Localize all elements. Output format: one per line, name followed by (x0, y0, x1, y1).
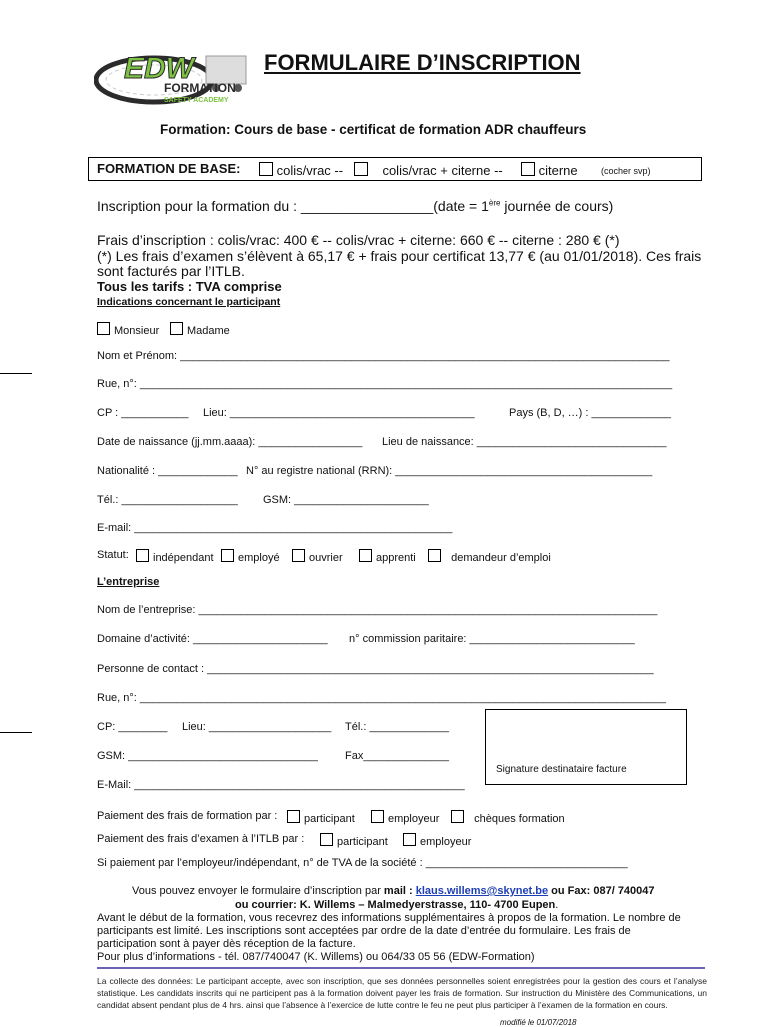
nationalite-field[interactable]: Nationalité : _____________ (97, 465, 238, 477)
lieu-naissance-field[interactable]: Lieu de naissance: _______________________________ (382, 436, 667, 448)
pays-field[interactable]: Pays (B, D, …) : _____________ (509, 407, 672, 419)
checkbox[interactable] (320, 833, 333, 846)
footer-divider (97, 967, 705, 969)
nom-prenom-field[interactable]: Nom et Prénom: ________________________________________________________________________________ (97, 350, 670, 362)
checkbox[interactable] (521, 162, 535, 176)
lieu-field[interactable]: Lieu: ________________________________________ (203, 407, 475, 419)
email-field[interactable]: E-mail: ____________________________________________________ (97, 522, 453, 534)
inscription-date-field[interactable]: Inscription pour la formation du : _________________(date = 1ère journée de cours) (97, 198, 614, 214)
svg-text:SAFETY ACADEMY: SAFETY ACADEMY (164, 97, 229, 104)
entreprise-rue-field[interactable]: Rue, n°: ______________________________________________________________________________________ (97, 692, 667, 704)
cocher-hint: (cocher svp) (601, 166, 651, 176)
rue-field[interactable]: Rue, n°: _______________________________________________________________________________________ (97, 378, 673, 390)
email-link[interactable]: klaus.willems@skynet.be (415, 885, 549, 897)
paiement-cheques-formation[interactable]: chèques formation (451, 810, 565, 825)
entreprise-lieu-field[interactable]: Lieu: ____________________ (182, 721, 332, 733)
entreprise-gsm-field[interactable]: GSM: _______________________________ (97, 750, 318, 762)
courier-address: ou courrier: K. Willems – Malmedyerstrasse, 110- 4700 Eupen. (235, 899, 559, 911)
date-naissance-field[interactable]: Date de naissance (jj.mm.aaaa): _________________ (97, 436, 363, 448)
checkbox[interactable] (259, 162, 273, 176)
commission-paritaire-field[interactable]: n° commission paritaire: ___________________________ (349, 633, 635, 645)
checkbox[interactable] (371, 810, 384, 823)
checkbox[interactable] (354, 162, 368, 176)
formation-base-label: FORMATION DE BASE: (97, 161, 241, 176)
tva-note: Tous les tarifs : TVA comprise (97, 279, 282, 294)
section-participant: Indications concernant le participant (97, 296, 281, 308)
frais-line-1: Frais d’inscription : colis/vrac: 400 € -- colis/vrac + citerne: 660 € -- citerne : 280 € (*) (97, 232, 620, 248)
margin-mark-top (0, 373, 32, 374)
paiement-formation-participant[interactable]: participant (287, 810, 355, 825)
section-entreprise: L’entreprise (97, 576, 160, 588)
checkbox[interactable] (287, 810, 300, 823)
entreprise-cp-field[interactable]: CP: ________ (97, 721, 168, 733)
info-paragraph: Avant le début de la formation, vous recevrez des informations supplémentaires à propos de la formation. Le nombre de participants est limité. Les inscriptions sont acceptées par ordre de la date d’entrée du formulaire. Les frais de participation sont à payer dès réception de la facture. Pour plus d’informations - tél. 087/740047 (K. Willems) ou 064/33 05 56 (EDW-Formation) (97, 912, 681, 963)
statut-ouvrier[interactable]: ouvrier (292, 549, 343, 564)
gsm-field[interactable]: GSM: ______________________ (263, 494, 429, 506)
paiement-examen-participant[interactable]: participant (320, 833, 388, 848)
registre-national-field[interactable]: N° au registre national (RRN): __________________________________________ (246, 465, 653, 477)
paiement-formation-employeur[interactable]: employeur (371, 810, 439, 825)
send-instructions: Vous pouvez envoyer le formulaire d’inscription par mail : klaus.willems@skynet.be ou Fax: 087/ 740047 (132, 885, 655, 897)
paiement-formation-label: Paiement des frais de formation par : (97, 810, 278, 822)
margin-mark-bottom (0, 732, 32, 733)
checkbox[interactable] (170, 322, 183, 335)
svg-text:EDW: EDW (124, 52, 194, 85)
checkbox[interactable] (359, 549, 372, 562)
checkbox[interactable] (451, 810, 464, 823)
statut-employe[interactable]: employé (221, 549, 280, 564)
legal-notice: La collecte des données: Le participant accepte, avec son inscription, que ses données personnelles soient enregistrées pour la gestion des cours et l’analyse statistique. Les candidats inscrits qui ne participent pas à la formation doivent payer les frais de formation. Sur instruction du Ministère des Communications, un candidat absent pendant plus de 4 hrs. ainsi que l’absence à l’exercice de lutte contre le feu ne peut plus participer à l’examen de la formation en cours. (97, 976, 707, 1010)
checkbox[interactable] (136, 549, 149, 562)
form-title: FORMULAIRE D’INSCRIPTION (264, 50, 581, 75)
formation-base-box (88, 157, 702, 181)
option-colis-vrac-citerne[interactable]: colis/vrac + citerne -- (354, 162, 503, 178)
entreprise-fax-field[interactable]: Fax______________ (345, 750, 449, 762)
entreprise-email-field[interactable]: E-Mail: ______________________________________________________ (97, 779, 465, 791)
frais-line-2: (*) Les frais d’examen s’élèvent à 65,17 € + frais pour certificat 13,77 € (au 01/01/2018). Ces frais (97, 248, 702, 264)
cp-field[interactable]: CP : ___________ (97, 407, 189, 419)
domaine-activite-field[interactable]: Domaine d’activité: ______________________ (97, 633, 328, 645)
paiement-examen-label: Paiement des frais d’examen à l’ITLB par : (97, 833, 305, 845)
modified-date: modifié le 01/07/2018 (500, 1018, 577, 1027)
entreprise-tel-field[interactable]: Tél.: _____________ (345, 721, 449, 733)
personne-contact-field[interactable]: Personne de contact : _________________________________________________________________________ (97, 663, 654, 675)
option-citerne[interactable]: citerne (521, 162, 578, 178)
formation-subtitle: Formation: Cours de base - certificat de formation ADR chauffeurs (160, 122, 587, 137)
checkbox[interactable] (428, 549, 441, 562)
option-colis-vrac[interactable]: colis/vrac -- (259, 162, 343, 178)
checkbox[interactable] (221, 549, 234, 562)
statut-apprenti[interactable]: apprenti (359, 549, 416, 564)
option-monsieur[interactable]: Monsieur (97, 322, 159, 337)
frais-line-3: sont facturés par l’ITLB. (97, 263, 245, 279)
tva-societe-field[interactable]: Si paiement par l’employeur/indépendant, n° de TVA de la société : _________________________________ (97, 857, 628, 869)
checkbox[interactable] (97, 322, 110, 335)
option-madame[interactable]: Madame (170, 322, 230, 337)
edw-logo (94, 42, 254, 106)
checkbox[interactable] (403, 833, 416, 846)
tel-field[interactable]: Tél.: ___________________ (97, 494, 238, 506)
statut-independant[interactable]: indépendant (136, 549, 214, 564)
signature-box[interactable] (485, 709, 687, 785)
entreprise-nom-field[interactable]: Nom de l’entreprise: ___________________________________________________________________________ (97, 604, 658, 616)
signature-label: Signature destinataire facture (496, 764, 627, 775)
paiement-examen-employeur[interactable]: employeur (403, 833, 471, 848)
statut-demandeur[interactable]: demandeur d’emploi (428, 549, 551, 564)
statut-label: Statut: (97, 549, 129, 561)
checkbox[interactable] (292, 549, 305, 562)
svg-text:FORMATION: FORMATION (164, 81, 236, 95)
